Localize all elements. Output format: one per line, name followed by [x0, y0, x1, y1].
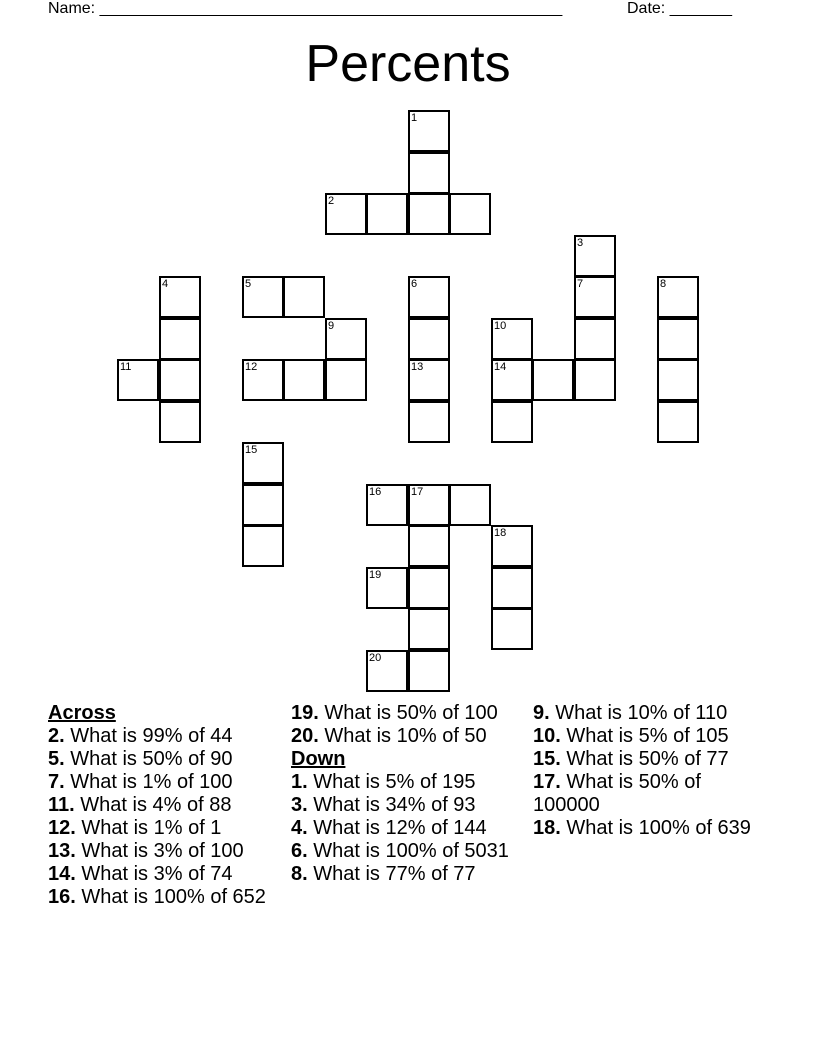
clue-item-text: What is 50% of 90	[64, 748, 233, 770]
clue-item	[48, 771, 284, 794]
grid-cell[interactable]	[408, 401, 450, 443]
grid-cell[interactable]	[325, 318, 367, 360]
clue-number: 12	[245, 361, 258, 373]
clue-column-2	[291, 702, 527, 886]
grid-cell[interactable]	[408, 276, 450, 318]
clue-number: 10	[494, 320, 507, 332]
grid-cell[interactable]	[408, 110, 450, 152]
clue-item-text: What is 50% of 100	[318, 702, 498, 724]
grid-cell[interactable]	[242, 484, 284, 526]
date-field-line: Date: _______	[627, 0, 732, 17]
clue-item	[48, 863, 284, 886]
grid-cell[interactable]	[491, 359, 533, 401]
clue-item-number: 15.	[533, 748, 561, 770]
grid-cell[interactable]	[657, 318, 699, 360]
grid-cell[interactable]	[242, 359, 284, 401]
clue-item-text: What is 50% of 100000	[533, 771, 701, 816]
grid-cell[interactable]	[408, 567, 450, 609]
clue-item	[533, 748, 769, 771]
grid-cell[interactable]	[574, 359, 616, 401]
clue-item-number: 3.	[291, 794, 308, 816]
clue-item-number: 4.	[291, 817, 308, 839]
clue-number: 11	[120, 361, 132, 373]
grid-cell[interactable]	[532, 359, 574, 401]
clue-number: 1	[411, 112, 418, 124]
grid-cell[interactable]	[657, 359, 699, 401]
clue-item-text: What is 3% of 74	[75, 863, 233, 885]
clue-item-text: What is 4% of 88	[74, 794, 232, 816]
clue-number: 6	[411, 278, 418, 290]
clue-item-number: 12.	[48, 817, 76, 839]
clue-number: 8	[660, 278, 667, 290]
clue-item-number: 1.	[291, 771, 308, 793]
grid-cell[interactable]	[408, 484, 450, 526]
clue-item-number: 6.	[291, 840, 308, 862]
grid-cell[interactable]	[366, 567, 408, 609]
grid-cell[interactable]	[283, 359, 325, 401]
across-clue-list	[48, 725, 284, 909]
clue-item	[48, 725, 284, 748]
clue-item	[291, 702, 527, 725]
clue-item-text: What is 5% of 195	[307, 771, 476, 793]
clue-item-text: What is 99% of 44	[64, 725, 233, 747]
clue-item-text: What is 34% of 93	[307, 794, 476, 816]
clue-number: 7	[577, 278, 584, 290]
grid-cell[interactable]	[657, 401, 699, 443]
grid-cell[interactable]	[449, 484, 491, 526]
clue-column-1	[48, 702, 284, 909]
grid-cell[interactable]	[283, 276, 325, 318]
clue-item-text: What is 1% of 1	[75, 817, 222, 839]
clue-item-number: 9.	[533, 702, 550, 724]
across-clue-list-continued	[291, 702, 527, 748]
clue-item-text: What is 5% of 105	[560, 725, 729, 747]
clue-item-number: 19.	[291, 702, 319, 724]
clue-item-number: 10.	[533, 725, 561, 747]
clue-number: 3	[577, 237, 584, 249]
clue-item-text: What is 10% of 50	[318, 725, 487, 747]
down-clue-list-continued	[533, 702, 769, 840]
clue-number: 20	[369, 652, 382, 664]
across-heading: Across	[48, 702, 116, 724]
clue-number: 19	[369, 569, 382, 581]
clue-item-text: What is 3% of 100	[75, 840, 244, 862]
grid-cell[interactable]	[242, 442, 284, 484]
grid-cell[interactable]	[491, 608, 533, 650]
grid-cell[interactable]	[574, 318, 616, 360]
clue-item	[291, 771, 527, 794]
clue-number: 5	[245, 278, 252, 290]
grid-cell[interactable]	[408, 359, 450, 401]
grid-cell[interactable]	[408, 318, 450, 360]
grid-cell[interactable]	[408, 152, 450, 194]
down-clue-list	[291, 771, 527, 886]
grid-cell[interactable]	[491, 318, 533, 360]
grid-cell[interactable]	[242, 276, 284, 318]
grid-cell[interactable]	[117, 359, 159, 401]
clue-item	[291, 863, 527, 886]
grid-cell[interactable]	[159, 276, 201, 318]
grid-cell[interactable]	[657, 276, 699, 318]
clue-item-text: What is 100% of 5031	[307, 840, 509, 862]
grid-cell[interactable]	[325, 359, 367, 401]
grid-cell[interactable]	[159, 318, 201, 360]
clue-column-3	[533, 702, 769, 840]
grid-cell[interactable]	[574, 235, 616, 277]
clue-item-text: What is 100% of 639	[560, 817, 751, 839]
grid-cell[interactable]	[159, 401, 201, 443]
clue-item	[291, 725, 527, 748]
clue-item-number: 7.	[48, 771, 65, 793]
clue-item	[533, 817, 769, 840]
clue-item	[533, 771, 769, 817]
clue-number: 15	[245, 444, 258, 456]
clue-item-number: 20.	[291, 725, 319, 747]
grid-cell[interactable]	[366, 650, 408, 692]
clue-item-text: What is 1% of 100	[64, 771, 233, 793]
clue-number: 16	[369, 486, 382, 498]
clue-item	[533, 725, 769, 748]
grid-cell[interactable]	[159, 359, 201, 401]
clue-item-text: What is 77% of 77	[307, 863, 476, 885]
clue-item-text: What is 10% of 110	[549, 702, 728, 724]
clue-item	[291, 840, 527, 863]
page-title: Percents	[305, 35, 511, 93]
name-field-line: Name: ____________________________________________________	[48, 0, 563, 17]
grid-cell[interactable]	[366, 193, 408, 235]
down-heading: Down	[291, 748, 346, 770]
clue-item-number: 13.	[48, 840, 76, 862]
clue-number: 13	[411, 361, 424, 373]
grid-cell[interactable]	[408, 193, 450, 235]
clue-number: 14	[494, 361, 507, 373]
clue-number: 4	[162, 278, 169, 290]
clue-item	[48, 817, 284, 840]
grid-cell[interactable]	[408, 608, 450, 650]
clue-item-number: 2.	[48, 725, 65, 747]
clue-item	[48, 794, 284, 817]
grid-cell[interactable]	[408, 525, 450, 567]
clue-item-text: What is 50% of 77	[560, 748, 729, 770]
clue-item-number: 17.	[533, 771, 561, 793]
clue-item	[48, 886, 284, 909]
clue-item	[291, 794, 527, 817]
clue-item-number: 18.	[533, 817, 561, 839]
clue-number: 17	[411, 486, 424, 498]
grid-cell[interactable]	[408, 650, 450, 692]
grid-cell[interactable]	[491, 525, 533, 567]
grid-cell[interactable]	[491, 567, 533, 609]
clue-item	[291, 817, 527, 840]
clue-number: 2	[328, 195, 335, 207]
grid-cell[interactable]	[449, 193, 491, 235]
grid-cell[interactable]	[325, 193, 367, 235]
clue-item-text: What is 100% of 652	[75, 886, 266, 908]
clue-item	[533, 702, 769, 725]
clue-item-number: 5.	[48, 748, 65, 770]
grid-cell[interactable]	[242, 525, 284, 567]
clue-item	[48, 748, 284, 771]
clue-item-text: What is 12% of 144	[307, 817, 487, 839]
grid-cell[interactable]	[366, 484, 408, 526]
clue-item	[48, 840, 284, 863]
clue-item-number: 11.	[48, 794, 75, 816]
clue-item-number: 8.	[291, 863, 308, 885]
clue-item-number: 14.	[48, 863, 76, 885]
clue-number: 18	[494, 527, 507, 539]
clue-number: 9	[328, 320, 335, 332]
grid-cell[interactable]	[491, 401, 533, 443]
grid-cell[interactable]	[574, 276, 616, 318]
clue-item-number: 16.	[48, 886, 76, 908]
